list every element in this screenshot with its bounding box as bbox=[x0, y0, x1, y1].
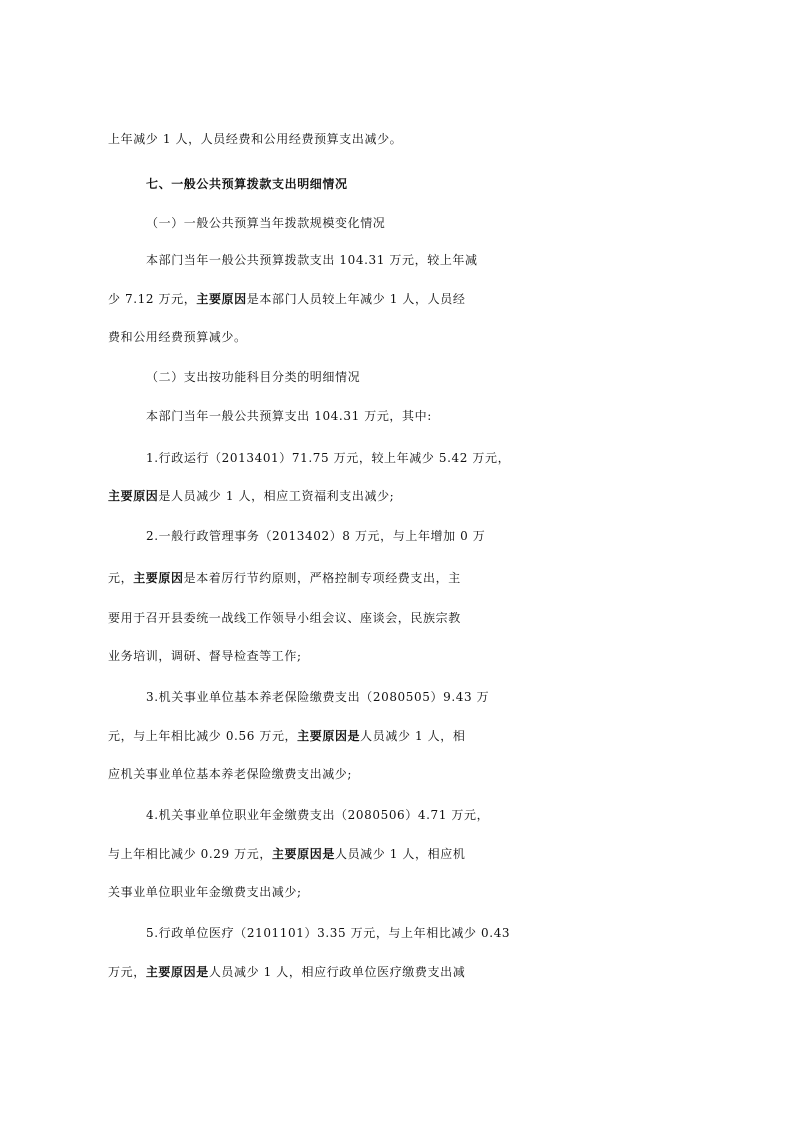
subsection-heading: （二）支出按功能科目分类的明细情况 bbox=[146, 370, 361, 384]
list-item-line: 主要原因是人员减少 1 人，相应工资福利支出减少; bbox=[108, 489, 395, 503]
subsection-heading: （一）一般公共预算当年拨款规模变化情况 bbox=[146, 216, 386, 230]
emphasis: 主要原因 bbox=[108, 489, 159, 503]
paragraph-line: 少 7.12 万元，主要原因是本部门人员较上年减少 1 人，人员经 bbox=[108, 292, 466, 306]
list-item-line: 5.行政单位医疗（2101101）3.35 万元，与上年相比减少 0.43 bbox=[146, 926, 511, 940]
list-item-line: 与上年相比减少 0.29 万元，主要原因是人员减少 1 人，相应机 bbox=[108, 847, 466, 861]
list-item-line: 应机关事业单位基本养老保险缴费支出减少; bbox=[108, 767, 353, 781]
list-item-line: 业务培训，调研、督导检查等工作; bbox=[108, 649, 302, 663]
list-item-line: 元，主要原因是本着厉行节约原则，严格控制专项经费支出，主 bbox=[108, 571, 461, 585]
paragraph-line: 本部门当年一般公共预算拨款支出 104.31 万元，较上年减 bbox=[146, 253, 478, 267]
emphasis: 主要原因是 bbox=[297, 729, 361, 743]
list-item-line: 元，与上年相比减少 0.56 万元，主要原因是人员减少 1 人，相 bbox=[108, 729, 466, 743]
paragraph-line: 本部门当年一般公共预算支出 104.31 万元，其中: bbox=[146, 409, 432, 423]
list-item-line: 4.机关事业单位职业年金缴费支出（2080506）4.71 万元， bbox=[146, 808, 490, 822]
text-line: 上年减少 1 人，人员经费和公用经费预算支出减少。 bbox=[108, 132, 403, 146]
paragraph-line: 费和公用经费预算减少。 bbox=[108, 330, 247, 344]
list-item-line: 2.一般行政管理事务（2013402）8 万元，与上年增加 0 万 bbox=[146, 529, 486, 543]
emphasis: 主要原因是 bbox=[271, 847, 335, 861]
section-heading: 七、一般公共预算拨款支出明细情况 bbox=[146, 177, 348, 191]
emphasis: 主要原因 bbox=[196, 292, 247, 306]
emphasis: 主要原因 bbox=[133, 571, 184, 585]
list-item-line: 要用于召开县委统一战线工作领导小组会议、座谈会，民族宗教 bbox=[108, 611, 461, 625]
emphasis: 主要原因是 bbox=[145, 965, 209, 979]
list-item-line: 关事业单位职业年金缴费支出减少; bbox=[108, 885, 302, 899]
list-item-line: 1.行政运行（2013401）71.75 万元，较上年减少 5.42 万元， bbox=[146, 451, 511, 465]
list-item-line: 3.机关事业单位基本养老保险缴费支出（2080505）9.43 万 bbox=[146, 690, 490, 704]
list-item-line: 万元，主要原因是人员减少 1 人，相应行政单位医疗缴费支出减 bbox=[108, 965, 466, 979]
